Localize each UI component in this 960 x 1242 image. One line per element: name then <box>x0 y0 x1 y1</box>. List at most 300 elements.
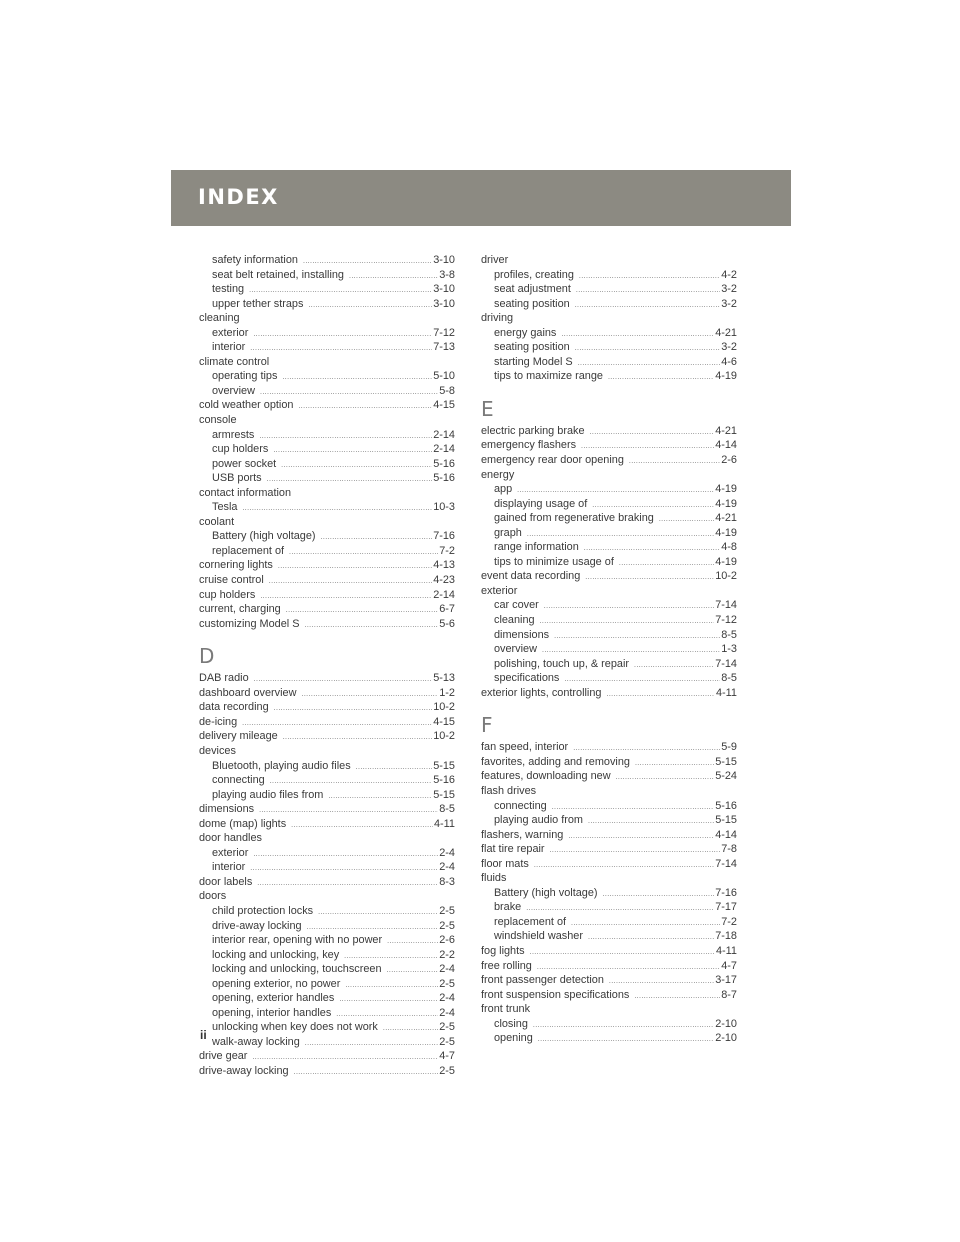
dot-leader <box>590 426 715 441</box>
dot-leader <box>253 328 432 343</box>
dot-leader <box>534 859 714 874</box>
index-entry-page: 2-5 <box>439 1035 455 1048</box>
index-entry <box>481 828 737 843</box>
index-entry-page: 5-9 <box>721 741 737 754</box>
index-entry-label: cruise control <box>199 574 264 587</box>
index-entry <box>481 482 737 497</box>
index-entry-label: armrests <box>212 428 255 441</box>
index-entry-label: cold weather option <box>199 399 294 412</box>
index-entry-label: flashers, warning <box>481 828 564 841</box>
index-entry-page: 2-4 <box>439 1006 455 1019</box>
index-entry-page: 7-18 <box>715 930 737 943</box>
index-entry-label: replacement of <box>212 544 285 557</box>
index-entry <box>199 253 455 268</box>
index-column-right <box>481 253 737 1046</box>
index-entry-label: drive gear <box>199 1050 248 1063</box>
index-entry <box>481 929 737 944</box>
index-entry-page: 4-13 <box>433 559 455 572</box>
index-entry-label: playing audio from <box>494 814 583 827</box>
index-entry <box>481 813 737 828</box>
index-entry-page: 5-24 <box>715 770 737 783</box>
index-entry-label: front suspension specifications <box>481 988 630 1001</box>
dot-leader <box>616 771 715 786</box>
dot-leader <box>250 862 438 877</box>
index-entry-label: door labels <box>199 875 253 888</box>
index-entry <box>199 369 455 384</box>
index-entry-label: opening <box>494 1032 533 1045</box>
index-entry-page: 7-12 <box>433 326 455 339</box>
index-entry-page: 8-5 <box>721 672 737 685</box>
index-column-left <box>199 253 455 1079</box>
index-entry-page: 8-3 <box>439 875 455 888</box>
index-entry-page: 7-17 <box>715 901 737 914</box>
index-entry-page: 7-14 <box>715 657 737 670</box>
index-entry-label: fog lights <box>481 944 525 957</box>
index-entry-page: 2-5 <box>439 904 455 917</box>
index-entry <box>199 860 455 875</box>
index-entry-page: 4-19 <box>715 555 737 568</box>
index-heading: driving <box>481 312 514 325</box>
index-entry <box>199 1064 455 1079</box>
index-entry <box>481 569 737 584</box>
index-entry-page: 7-16 <box>715 886 737 899</box>
dot-leader <box>250 342 432 357</box>
index-entry <box>199 962 455 977</box>
dot-leader <box>281 459 432 474</box>
dot-leader <box>603 888 715 903</box>
index-entry-label: interior <box>212 861 246 874</box>
index-entry-label: opening, interior handles <box>212 1006 332 1019</box>
index-entry-label: power socket <box>212 457 277 470</box>
index-entry-page: 5-16 <box>715 799 737 812</box>
index-entry <box>199 573 455 588</box>
index-entry-label: starting Model S <box>494 355 573 368</box>
dot-leader <box>550 844 721 859</box>
index-heading: console <box>199 414 237 427</box>
index-entry <box>481 326 737 341</box>
index-entry-page: 2-2 <box>439 948 455 961</box>
index-entry-label: specifications <box>494 672 560 685</box>
index-entry <box>481 1031 737 1046</box>
index-entry-page: 3-10 <box>433 297 455 310</box>
index-entry-page: 2-6 <box>439 934 455 947</box>
index-heading: driver <box>481 254 509 266</box>
index-entry <box>199 1035 455 1050</box>
dot-leader <box>538 1033 714 1048</box>
index-entry-page: 7-14 <box>715 857 737 870</box>
dot-leader <box>259 430 432 445</box>
dot-leader <box>579 270 720 285</box>
index-heading: cleaning <box>199 312 240 325</box>
dot-leader <box>269 575 432 590</box>
index-entry <box>199 686 455 701</box>
index-heading: door handles <box>199 832 262 845</box>
index-entry-label: displaying usage of <box>494 497 588 510</box>
dot-leader <box>349 270 438 285</box>
index-entry-page: 3-2 <box>721 341 737 354</box>
index-entry <box>481 799 737 814</box>
index-entry <box>199 817 455 832</box>
index-entry <box>199 500 455 515</box>
index-entry <box>199 904 455 919</box>
index-entry-page: 4-2 <box>721 268 737 281</box>
index-entry <box>199 875 455 890</box>
index-entry-label: features, downloading new <box>481 770 611 783</box>
index-entry-page: 2-4 <box>439 992 455 1005</box>
index-entry-label: brake <box>494 901 522 914</box>
index-entry-label: data recording <box>199 701 269 714</box>
index-entry-label: tips to minimize usage of <box>494 555 614 568</box>
index-entry <box>199 384 455 399</box>
index-entry-page: 4-19 <box>715 526 737 539</box>
index-entry <box>481 900 737 915</box>
index-entry-label: car cover <box>494 599 539 612</box>
dot-leader <box>540 615 715 630</box>
index-entry <box>481 973 737 988</box>
dot-leader <box>328 790 432 805</box>
index-entry-label: seating position <box>494 297 570 310</box>
index-entry <box>481 340 737 355</box>
dot-leader <box>533 1019 714 1034</box>
index-entry-page: 7-12 <box>715 614 737 627</box>
index-section-letter: D <box>199 644 215 669</box>
index-entry-page: 1-3 <box>721 643 737 656</box>
dot-leader <box>606 688 715 703</box>
index-entry-label: free rolling <box>481 959 532 972</box>
dot-leader <box>588 815 714 830</box>
index-entry-page: 4-7 <box>721 959 737 972</box>
index-heading: exterior <box>481 584 518 597</box>
index-heading: doors <box>199 890 227 903</box>
index-entry-label: cup holders <box>212 443 269 456</box>
index-entry-label: connecting <box>212 774 265 787</box>
index-entry-label: opening, exterior handles <box>212 992 335 1005</box>
index-entry <box>199 933 455 948</box>
index-heading: front trunk <box>481 1003 531 1016</box>
index-entry <box>481 613 737 628</box>
index-entry <box>481 369 737 384</box>
index-entry-label: seating position <box>494 341 570 354</box>
index-entry-page: 4-15 <box>433 399 455 412</box>
index-entry-label: locking and unlocking, key <box>212 948 340 961</box>
index-section-letter: E <box>481 396 494 421</box>
index-entry-label: gained from regenerative braking <box>494 512 654 525</box>
index-entry-label: closing <box>494 1017 528 1030</box>
index-entry <box>481 1017 737 1032</box>
index-entry-page: 2-5 <box>439 919 455 932</box>
index-entry-page: 5-16 <box>433 472 455 485</box>
index-heading: fluids <box>481 872 507 885</box>
index-entry-page: 3-10 <box>433 283 455 296</box>
index-entry <box>199 948 455 963</box>
index-entry-page: 2-10 <box>715 1032 737 1045</box>
index-entry-page: 2-14 <box>433 588 455 601</box>
index-header-bar <box>171 170 791 226</box>
dot-leader <box>291 819 433 834</box>
dot-leader <box>576 284 720 299</box>
index-entry <box>199 471 455 486</box>
index-entry-label: Battery (high voltage) <box>212 530 316 543</box>
index-entry-page: 4-14 <box>715 828 737 841</box>
index-entry-page: 5-15 <box>433 788 455 801</box>
index-entry-label: cornering lights <box>199 559 273 572</box>
index-heading: contact information <box>199 486 292 499</box>
index-entry-page: 2-10 <box>715 1017 737 1030</box>
index-entry-page: 2-5 <box>439 1064 455 1077</box>
index-entry-page: 4-19 <box>715 497 737 510</box>
index-entry <box>481 598 737 613</box>
index-entry <box>481 628 737 643</box>
index-entry <box>481 769 737 784</box>
index-entry-label: drive-away locking <box>212 919 302 932</box>
index-entry <box>199 602 455 617</box>
dot-leader <box>242 502 432 517</box>
index-entry <box>199 326 455 341</box>
index-entry-label: emergency flashers <box>481 439 577 452</box>
index-entry-label: seat belt retained, installing <box>212 268 344 281</box>
index-entry <box>199 788 455 803</box>
index-heading: flash drives <box>481 784 537 797</box>
index-entry <box>199 457 455 472</box>
index-entry-label: electric parking brake <box>481 424 585 437</box>
index-entry-page: 2-5 <box>439 977 455 990</box>
index-entry-page: 2-4 <box>439 861 455 874</box>
dot-leader <box>339 993 438 1008</box>
index-entry-label: overview <box>212 384 255 397</box>
index-entry-page: 3-2 <box>721 297 737 310</box>
index-entry <box>199 398 455 413</box>
index-entry-label: flat tire repair <box>481 843 545 856</box>
dot-leader <box>273 444 432 459</box>
index-entry <box>199 759 455 774</box>
index-entry-page: 4-11 <box>434 817 455 830</box>
index-section-letter: F <box>481 713 493 738</box>
index-entry-page: 7-2 <box>439 544 455 557</box>
index-entry-label: Bluetooth, playing audio files <box>212 759 351 772</box>
index-entry-label: customizing Model S <box>199 617 300 630</box>
index-entry-page: 3-17 <box>715 974 737 987</box>
index-entry-page: 3-8 <box>439 268 455 281</box>
dot-leader <box>274 702 433 717</box>
index-entry-label: app <box>494 483 513 496</box>
index-entry-page: 2-5 <box>439 1021 455 1034</box>
page-number: ii <box>200 1028 207 1042</box>
index-heading: devices <box>199 744 236 757</box>
index-entry-page: 4-11 <box>716 944 737 957</box>
dot-leader <box>278 560 432 575</box>
dot-leader <box>588 931 714 946</box>
dot-leader <box>387 964 439 979</box>
index-entry <box>481 526 737 541</box>
index-entry-label: range information <box>494 541 579 554</box>
index-entry <box>481 842 737 857</box>
index-entry-label: playing audio files from <box>212 788 324 801</box>
index-entry-page: 8-5 <box>439 803 455 816</box>
index-entry <box>481 988 737 1003</box>
index-entry-page: 4-8 <box>721 541 737 554</box>
index-entry-page: 7-13 <box>433 341 455 354</box>
index-entry <box>199 802 455 817</box>
dot-leader <box>257 877 438 892</box>
index-entry-label: exterior lights, controlling <box>481 686 602 699</box>
index-entry-page: 8-7 <box>721 988 737 1001</box>
index-entry-page: 4-21 <box>715 424 737 437</box>
index-entry <box>199 671 455 686</box>
index-entry <box>199 1049 455 1064</box>
index-entry-label: exterior <box>212 846 249 859</box>
index-entry <box>199 1020 455 1035</box>
index-entry-page: 4-7 <box>439 1050 455 1063</box>
dot-leader <box>575 342 721 357</box>
index-entry-label: fan speed, interior <box>481 741 569 754</box>
index-entry-label: connecting <box>494 799 547 812</box>
index-entry-label: overview <box>494 643 537 656</box>
dot-leader <box>387 935 438 950</box>
index-entry <box>481 297 737 312</box>
index-entry-page: 5-10 <box>433 370 455 383</box>
index-entry <box>199 268 455 283</box>
index-entry-page: 7-16 <box>433 530 455 543</box>
index-entry-label: tips to maximize range <box>494 370 603 383</box>
index-entry-page: 4-14 <box>715 439 737 452</box>
index-entry <box>199 544 455 559</box>
index-entry-label: front passenger detection <box>481 974 604 987</box>
dot-leader <box>286 604 439 619</box>
index-entry <box>481 944 737 959</box>
index-entry <box>199 715 455 730</box>
index-entry <box>481 657 737 672</box>
index-entry-label: polishing, touch up, & repair <box>494 657 630 670</box>
index-entry <box>199 1006 455 1021</box>
index-entry-page: 2-14 <box>433 443 455 456</box>
index-entry-page: 2-4 <box>439 963 455 976</box>
index-entry-label: profiles, creating <box>494 268 574 281</box>
index-entry <box>199 977 455 992</box>
index-entry-page: 2-6 <box>721 454 737 467</box>
index-entry-label: event data recording <box>481 570 581 583</box>
index-entry-page: 7-2 <box>721 915 737 928</box>
index-entry-page: 4-6 <box>721 355 737 368</box>
index-entry <box>199 340 455 355</box>
index-entry-page: 5-6 <box>439 617 455 630</box>
index-entry <box>481 268 737 283</box>
dot-leader <box>383 1022 438 1037</box>
index-entry-label: replacement of <box>494 915 567 928</box>
index-entry <box>199 773 455 788</box>
index-entry-page: 3-10 <box>433 254 455 266</box>
index-entry-page: 5-15 <box>715 755 737 768</box>
dot-leader <box>260 590 432 605</box>
dot-leader <box>619 557 714 572</box>
index-entry <box>199 729 455 744</box>
index-entry-page: 7-8 <box>721 843 737 856</box>
dot-leader <box>561 328 714 343</box>
index-entry-label: dome (map) lights <box>199 817 287 830</box>
index-entry-page: 2-14 <box>433 428 455 441</box>
index-entry <box>481 886 737 901</box>
dot-leader <box>634 659 714 674</box>
index-entry-page: 5-16 <box>433 457 455 470</box>
dot-leader <box>629 455 720 470</box>
index-entry <box>481 424 737 439</box>
dot-leader <box>283 731 432 746</box>
index-entry <box>199 617 455 632</box>
index-entry-page: 8-5 <box>721 628 737 641</box>
index-entry <box>199 588 455 603</box>
dot-leader <box>575 299 721 314</box>
dot-leader <box>298 400 432 415</box>
dot-leader <box>308 299 432 314</box>
index-entry-page: 7-14 <box>715 599 737 612</box>
dot-leader <box>301 688 438 703</box>
index-entry-page: 5-15 <box>433 759 455 772</box>
index-entry-label: favorites, adding and removing <box>481 755 630 768</box>
index-entry-page: 5-16 <box>433 774 455 787</box>
index-entry-page: 4-21 <box>715 512 737 525</box>
index-entry-label: delivery mileage <box>199 730 278 743</box>
index-entry-label: interior rear, opening with no power <box>212 934 383 947</box>
index-entry <box>199 846 455 861</box>
index-entry-label: exterior <box>212 326 249 339</box>
index-entry-label: safety information <box>212 254 298 266</box>
index-entry <box>199 919 455 934</box>
index-entry <box>199 282 455 297</box>
index-entry-page: 4-15 <box>433 715 455 728</box>
index-entry-label: current, charging <box>199 603 281 616</box>
index-entry <box>481 540 737 555</box>
index-entry-label: dimensions <box>494 628 550 641</box>
index-entry-label: upper tether straps <box>212 297 304 310</box>
index-heading: coolant <box>199 515 235 528</box>
index-entry <box>481 857 737 872</box>
index-entry <box>199 297 455 312</box>
index-entry-page: 6-7 <box>439 603 455 616</box>
index-entry <box>199 700 455 715</box>
index-entry <box>481 282 737 297</box>
dot-leader <box>253 848 438 863</box>
index-entry <box>199 442 455 457</box>
index-entry-page: 4-11 <box>716 686 737 699</box>
index-entry-label: Tesla <box>212 501 238 514</box>
index-entry-page: 5-13 <box>433 672 455 685</box>
index-entry-label: seat adjustment <box>494 283 571 296</box>
index-entry <box>481 555 737 570</box>
index-entry-page: 4-21 <box>715 326 737 339</box>
dot-leader <box>571 917 720 932</box>
dot-leader <box>530 946 715 961</box>
index-entry-label: cup holders <box>199 588 256 601</box>
index-entry <box>481 497 737 512</box>
dot-leader <box>289 546 438 561</box>
index-entry-page: 5-15 <box>715 814 737 827</box>
dot-leader <box>294 1066 439 1081</box>
index-entry-label: drive-away locking <box>199 1064 289 1077</box>
index-entry <box>199 529 455 544</box>
index-entry-page: 4-23 <box>433 574 455 587</box>
dot-leader <box>345 979 438 994</box>
index-entry-page: 3-2 <box>721 283 737 296</box>
page-title: INDEX <box>198 185 279 209</box>
index-entry-page: 10-2 <box>433 730 455 743</box>
index-entry <box>481 915 737 930</box>
index-entry-label: opening exterior, no power <box>212 977 341 990</box>
index-entry-page: 1-2 <box>439 686 455 699</box>
index-entry-label: DAB radio <box>199 672 249 685</box>
index-entry-page: 4-19 <box>715 370 737 383</box>
dot-leader <box>305 1037 438 1052</box>
index-entry <box>481 453 737 468</box>
index-entry-label: testing <box>212 283 245 296</box>
